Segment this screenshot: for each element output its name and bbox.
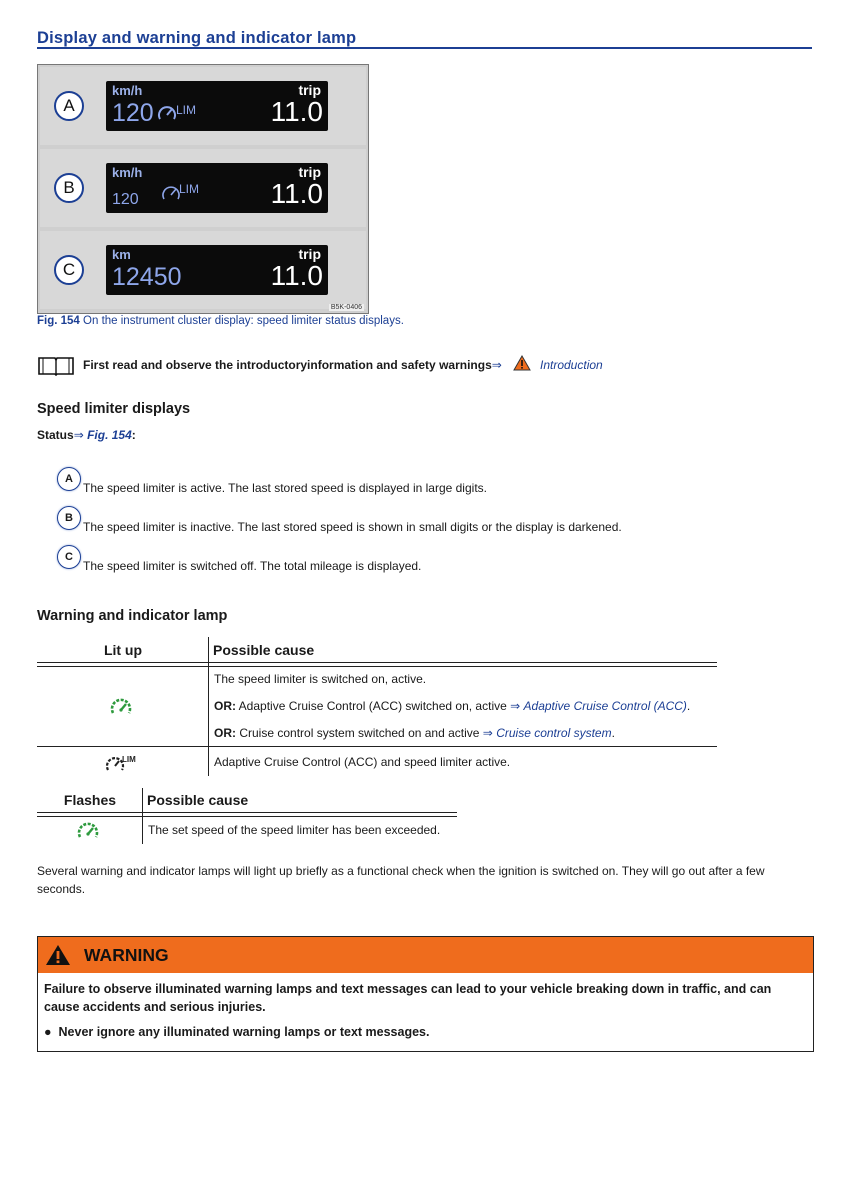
item-letter-b: B — [57, 506, 81, 530]
reference-arrow: ⇒ — [73, 428, 84, 442]
section-heading-speed-limiter: Speed limiter displays — [37, 401, 191, 417]
panel-letter-c: C — [54, 255, 84, 285]
book-icon — [37, 354, 75, 376]
lcd-trip-label: trip — [298, 82, 321, 98]
panel-letter-a: A — [54, 91, 84, 121]
lit-row1-or2: OR: Cruise control system switched on and active ⇒ Cruise control system. — [214, 726, 615, 740]
caption-label: Fig. 154 — [37, 315, 80, 327]
figure-reference-link[interactable]: Fig. 154 — [87, 428, 132, 442]
table-row-rule — [37, 746, 717, 747]
or-prefix: OR: — [214, 726, 236, 740]
lcd-trip-value: 11.0 — [270, 96, 323, 127]
speedometer-lamp-icon — [108, 697, 134, 717]
lcd-odometer: 12450 — [112, 263, 182, 291]
lcd-trip-label: trip — [298, 164, 321, 180]
lcd-unit: km/h — [112, 165, 143, 180]
table-header-rule — [37, 662, 717, 667]
lcd-trip-value: 11.0 — [270, 178, 323, 209]
acc-link[interactable]: Adaptive Cruise Control (ACC) — [523, 699, 687, 713]
figure-code: B5K-0406 — [330, 304, 362, 311]
lcd-speed: 120 — [112, 191, 139, 208]
read-first-text: First read and observe the introductoryinformation and safety warnings — [83, 358, 492, 372]
warning-bullet-text: Never ignore any illuminated warning lamps or text messages. — [58, 1025, 430, 1039]
caption-text: On the instrument cluster display: speed limiter status displays. — [83, 315, 404, 327]
cruise-control-link[interactable]: Cruise control system — [496, 726, 612, 740]
table-header-rule — [37, 812, 457, 817]
reference-arrow: ⇒ — [510, 699, 521, 713]
lcd-unit: km — [112, 247, 131, 262]
flash-row1-text: The set speed of the speed limiter has been exceeded. — [148, 823, 441, 837]
page-title: Display and warning and indicator lamp — [37, 29, 357, 47]
bullet-dot-icon: ● — [44, 1025, 52, 1039]
speedometer-lamp-icon — [75, 821, 101, 841]
lit-row1-or1: OR: Adaptive Cruise Control (ACC) switched on, active ⇒ Adaptive Cruise Control (ACC). — [214, 699, 691, 713]
display-panel-b — [40, 149, 366, 227]
warning-header — [38, 937, 813, 973]
section-heading-lamps: Warning and indicator lamp — [37, 608, 228, 624]
svg-text:LIM: LIM — [122, 755, 136, 764]
lit-table-header-1: Lit up — [103, 642, 143, 658]
or-prefix: OR: — [214, 699, 236, 713]
item-text-c: The speed limiter is switched off. The total mileage is displayed. — [83, 559, 422, 573]
warning-title: WARNING — [84, 945, 169, 965]
speedometer-limit-icon — [156, 103, 178, 125]
title-underline — [37, 47, 812, 49]
item-text-b: The speed limiter is inactive. The last stored speed is shown in small digits or the display is darkened. — [83, 520, 622, 534]
item-letter-c: C — [57, 545, 81, 569]
lcd-display — [106, 163, 328, 213]
acc-lim-lamp-icon — [105, 752, 137, 774]
lit-row2-text: Adaptive Cruise Control (ACC) and speed limiter active. — [214, 755, 511, 769]
lcd-display — [106, 245, 328, 295]
reference-arrow: ⇒ — [491, 358, 502, 372]
introduction-link[interactable]: Introduction — [540, 358, 603, 372]
display-panel-a — [40, 67, 366, 145]
warning-bullet — [44, 1025, 429, 1039]
lcd-speed: 120 — [112, 99, 154, 127]
table-divider — [208, 637, 209, 776]
figure-caption — [37, 315, 404, 327]
figure-154 — [37, 64, 369, 314]
warning-triangle-icon — [45, 944, 71, 966]
lcd-display — [106, 81, 328, 131]
lcd-lim: LIM — [176, 103, 197, 117]
warning-box — [37, 936, 814, 1052]
warning-text: Failure to observe illuminated warning lamps and text messages can lead to your vehicle breaking down in traffic, and can cause accidents and serious injuries. — [44, 982, 772, 1014]
flash-table-header-1: Flashes — [63, 792, 117, 808]
status-label: Status — [37, 428, 74, 442]
display-panel-c — [40, 231, 366, 309]
or-text: Adaptive Cruise Control (ACC) switched on, active — [238, 699, 507, 713]
functional-check-note: Several warning and indicator lamps will light up briefly as a functional check when the ignition is switched on. They will go out after a few seconds. — [37, 864, 765, 896]
lcd-lim: LIM — [179, 182, 200, 196]
reference-arrow: ⇒ — [482, 726, 493, 740]
item-text-a: The speed limiter is active. The last stored speed is displayed in large digits. — [83, 481, 487, 495]
lit-row1-line1: The speed limiter is switched on, active. — [214, 672, 427, 686]
lcd-trip-label: trip — [298, 246, 321, 262]
flash-table-header-2: Possible cause — [147, 792, 249, 808]
panel-letter-b: B — [54, 173, 84, 203]
item-letter-a: A — [57, 467, 81, 491]
read-first-notice — [83, 358, 502, 372]
lcd-unit: km/h — [112, 83, 143, 98]
warning-triangle-icon — [513, 355, 531, 371]
status-line — [37, 428, 136, 442]
status-colon: : — [131, 428, 136, 442]
or-text: Cruise control system switched on and active — [239, 726, 480, 740]
lcd-trip-value: 11.0 — [270, 260, 323, 291]
lit-table-header-2: Possible cause — [213, 642, 315, 658]
